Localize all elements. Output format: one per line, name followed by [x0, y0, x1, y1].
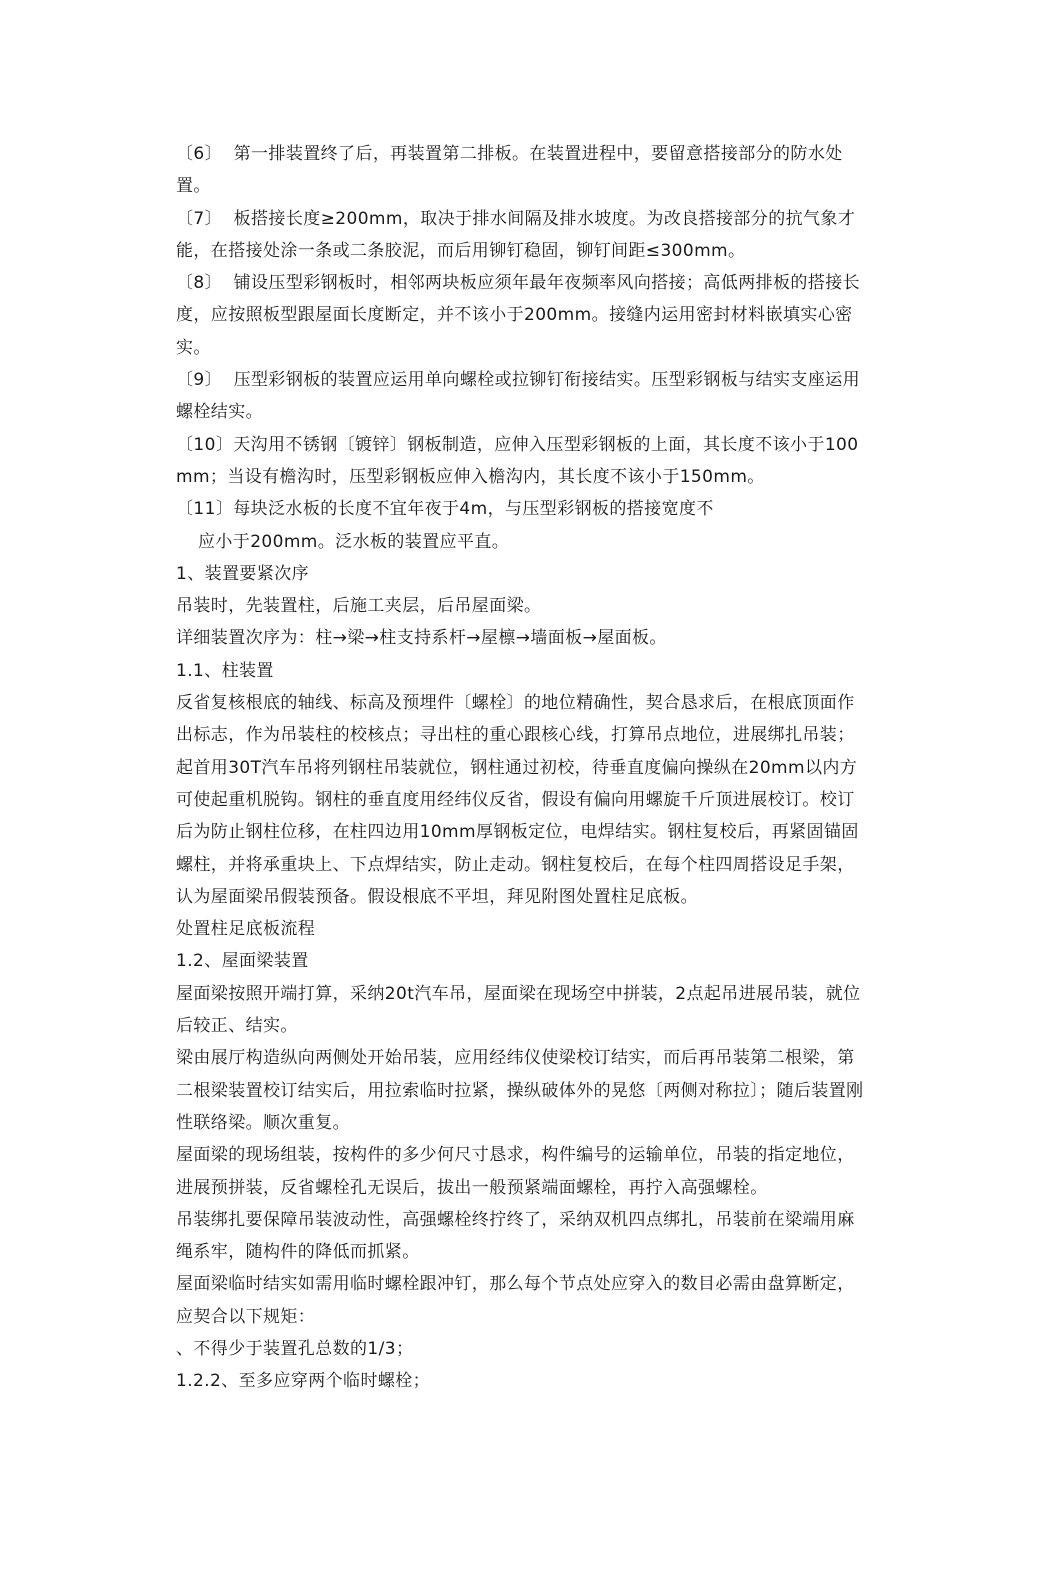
paragraph-item-6: 〔6〕 第一排装置终了后，再装置第二排板。在装置进程中，要留意搭接部分的防水处置。	[176, 144, 843, 197]
body-paragraph: 反省复核根底的轴线、标高及预埋件〔螺栓〕的地位精确性，契合恳求后，在根底顶面作出标志，作为吊装柱的校核点；寻出柱的重心跟核心线，打算吊点地位，进展绑扎吊装；起首用30T汽车吊将列钢柱吊装就位，钢柱通过初校，待垂直度偏向操纵在20mm以内方可使起重机脱钩。钢柱的垂直度用经纬仪反省，假设有偏向用螺旋千斤顶进展校订。校订后为防止钢柱位移，在柱四边用10mm厚钢板定位，电焊结实。钢柱复校后，再紧固锚固螺柱，并将承重块上、下点焊结实，防止走动。钢柱复校后，在每个柱四周搭设足手架，认为屋面梁吊假装预备。假设根底不平坦，拜见附图处置柱足底板。	[176, 693, 859, 907]
section-heading-1-2: 1.2、屋面梁装置	[176, 951, 309, 972]
section-heading-1: 1、装置要紧次序	[176, 563, 310, 584]
body-paragraph: 处置柱足底板流程	[176, 919, 316, 940]
document-page	[176, 138, 870, 1398]
paragraph-item-9: 〔9〕 压型彩钢板的装置应运用单向螺栓或拉铆钉衔接结实。压型彩钢板与结实支座运用螺栓结实。	[176, 370, 861, 423]
paragraph-item-10: 〔10〕天沟用不锈钢〔镀锌〕钢板制造，应伸入压型彩钢板的上面，其长度不该小于100mm；当设有檐沟时，压型彩钢板应伸入檐沟内，其长度不该小于150mm。	[176, 434, 859, 487]
body-paragraph: 屋面梁的现场组装，按构件的多少何尺寸恳求，构件编号的运输单位，吊装的指定地位，进展预拼装，反省螺栓孔无误后，拔出一般预紧端面螺栓，再拧入高强螺栓。	[176, 1145, 855, 1198]
body-paragraph: 屋面梁按照开端打算，采纳20t汽车吊，屋面梁在现场空中拼装，2点起吊进展吊装，就位后较正、结实。	[176, 983, 861, 1037]
paragraph-item-7: 〔7〕 板搭接长度≥200mm，取决于排水间隔及排水坡度。为改良搭接部分的抗气象才能，在搭接处涂一条或二条胶泥，而后用铆钉稳固，铆钉间距≤300mm。	[176, 208, 856, 261]
body-paragraph: 屋面梁临时结实如需用临时螺栓跟冲钉，那么每个节点处应穿入的数目必需由盘算断定，应契合以下规矩：	[176, 1274, 855, 1327]
body-paragraph: 吊装时，先装置柱，后施工夹层，后吊屋面梁。	[176, 596, 542, 617]
body-paragraph: 详细装置次序为：柱→梁→柱支持系杆→屋檩→墙面板→屋面板。	[176, 628, 667, 649]
list-item: 1.2.2、至多应穿两个临时螺栓；	[176, 1371, 431, 1392]
list-item: 、不得少于装置孔总数的1/3；	[176, 1338, 414, 1359]
paragraph-item-11: 〔11〕每块泛水板的长度不宜年夜于4m，与压型彩钢板的搭接宽度不	[176, 499, 714, 520]
section-heading-1-1: 1.1、柱装置	[176, 660, 274, 681]
paragraph-item-8: 〔8〕 铺设压型彩钢板时，相邻两块板应须年最年夜频率风向搭接；高低两排板的搭接长度，应按照板型跟屋面长度断定，并不该小于200mm。接缝内运用密封材料嵌填实心密实。	[176, 273, 861, 358]
paragraph-item-11-continued: 应小于200mm。泛水板的装置应平直。	[198, 531, 510, 552]
body-paragraph: 吊装绑扎要保障吊装波动性，高强螺栓终拧终了，采纳双机四点绑扎，吊装前在梁端用麻绳系牢，随构件的降低而抓紧。	[176, 1209, 855, 1263]
body-paragraph: 梁由展厅构造纵向两侧处开始吊装，应用经纬仪使梁校订结实，而后再吊装第二根梁，第二根梁装置校订结实后，用拉索临时拉紧，操纵破体外的晃悠〔两侧对称拉〕；随后装置刚性联络梁。顺次重复。	[176, 1048, 864, 1133]
